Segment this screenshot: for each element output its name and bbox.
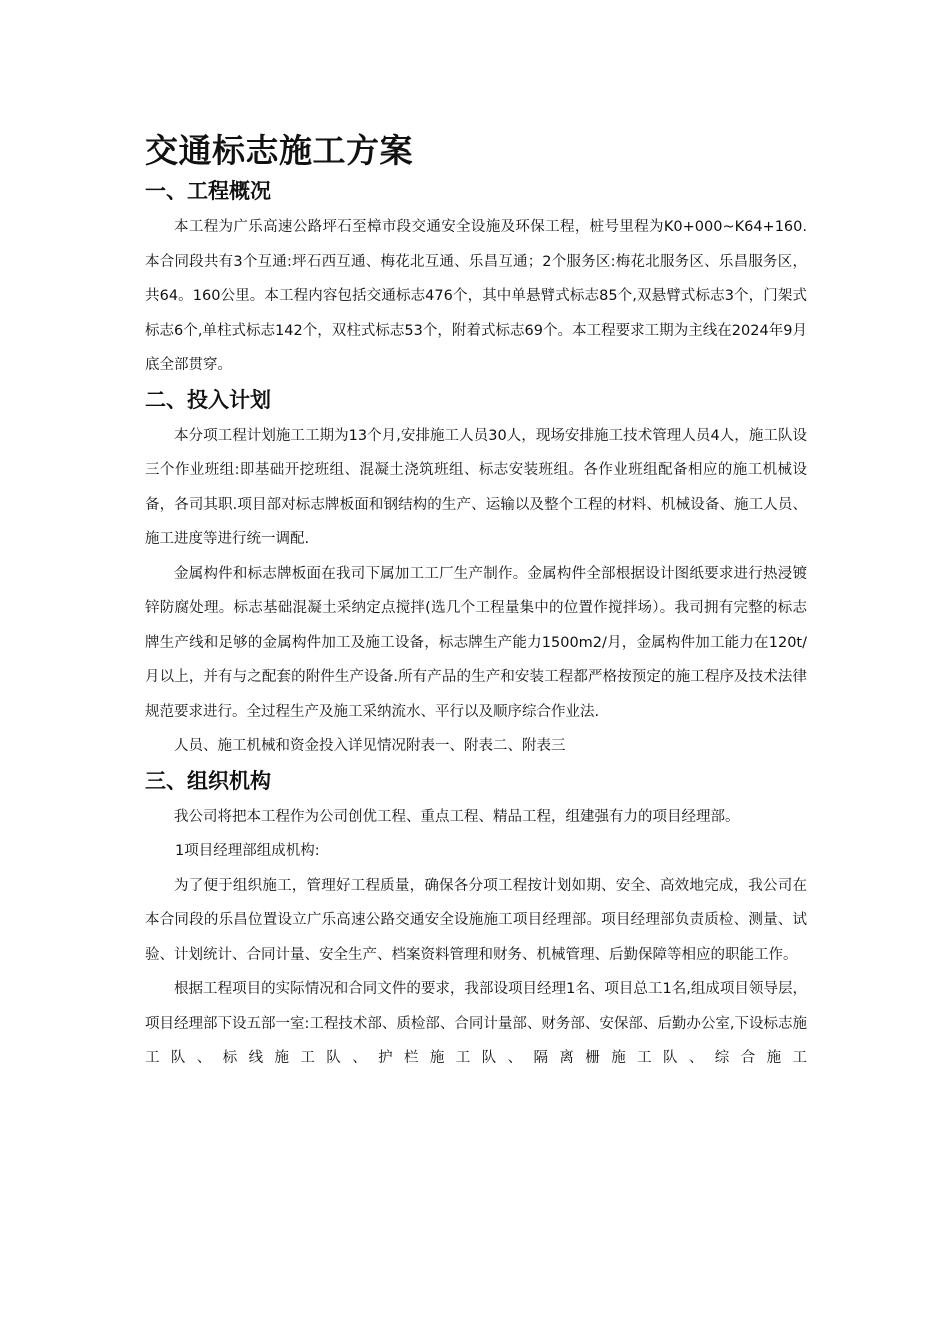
- section-heading-investment-plan: 二、投入计划: [145, 387, 271, 412]
- document-title: 交通标志施工方案: [145, 131, 413, 170]
- organization-subparagraph-2: 根据工程项目的实际情况和合同文件的要求，我部设项目经理1名、项目总工1名,组成项目领导层，项目经理部下设五部一室:工程技术部、质检部、合同计量部、财务部、安保部、后勤办公室,下设标志施工队、标线施工队、护栏施工队、隔离栅施工队、综合施工: [145, 981, 807, 1066]
- investment-paragraph-1: 本分项工程计划施工工期为13个月,安排施工人员30人，现场安排施工技术管理人员4人，施工队设三个作业班组:即基础开挖班组、混凝土浇筑班组、标志安装班组。各作业班组配备相应的施工机械设备，各司其职.项目部对标志牌板面和钢结构的生产、运输以及整个工程的材料、机械设备、施工人员、施工进度等进行统一调配.: [145, 427, 807, 547]
- organization-paragraph-1: 我公司将把本工程作为公司创优工程、重点工程、精品工程，组建强有力的项目经理部。: [174, 808, 740, 825]
- investment-paragraph-2: 金属构件和标志牌板面在我司下属加工工厂生产制作。金属构件全部根据设计图纸要求进行热浸镀锌防腐处理。标志基础混凝土采纳定点搅拌(选几个工程量集中的位置作搅拌场）。我司拥有完整的标志牌生产线和足够的金属构件加工及施工设备，标志牌生产能力1500m2/月，金属构件加工能力在120t/月以上，并有与之配套的附件生产设备.所有产品的生产和安装工程都严格按预定的施工程序及技术法律规范要求进行。全过程生产及施工采纳流水、平行以及顺序综合作业法.: [145, 565, 807, 720]
- organization-subparagraph-1: 为了便于组织施工，管理好工程质量，确保各分项工程按计划如期、安全、高效地完成，我公司在本合同段的乐昌位置设立广乐高速公路交通安全设施施工项目经理部。项目经理部负责质检、测量、试验、计划统计、合同计量、安全生产、档案资料管理和财务、机械管理、后勤保障等相应的职能工作。: [145, 877, 807, 963]
- investment-paragraph-3: 人员、施工机械和资金投入详见情况附表一、附表二、附表三: [174, 738, 566, 754]
- organization-subheading: 1项目经理部组成机构:: [175, 843, 320, 859]
- section-heading-organization: 三、组织机构: [145, 768, 271, 793]
- document-page: [145, 128, 807, 1076]
- overview-paragraph: 本工程为广乐高速公路坪石至樟市段交通安全设施及环保工程，桩号里程为K0+000~K64+160.本合同段共有3个互通:坪石西互通、梅花北互通、乐昌互通；2个服务区:梅花北服务区、乐昌服务区，共64。160公里。本工程内容包括交通标志476个，其中单悬臂式标志85个,双悬臂式标志3个，门架式标志6个,单柱式标志142个，双柱式标志53个，附着式标志69个。本工程要求工期为主线在2024年9月底全部贯穿。: [145, 219, 807, 373]
- section-heading-overview: 一、工程概况: [145, 179, 271, 203]
